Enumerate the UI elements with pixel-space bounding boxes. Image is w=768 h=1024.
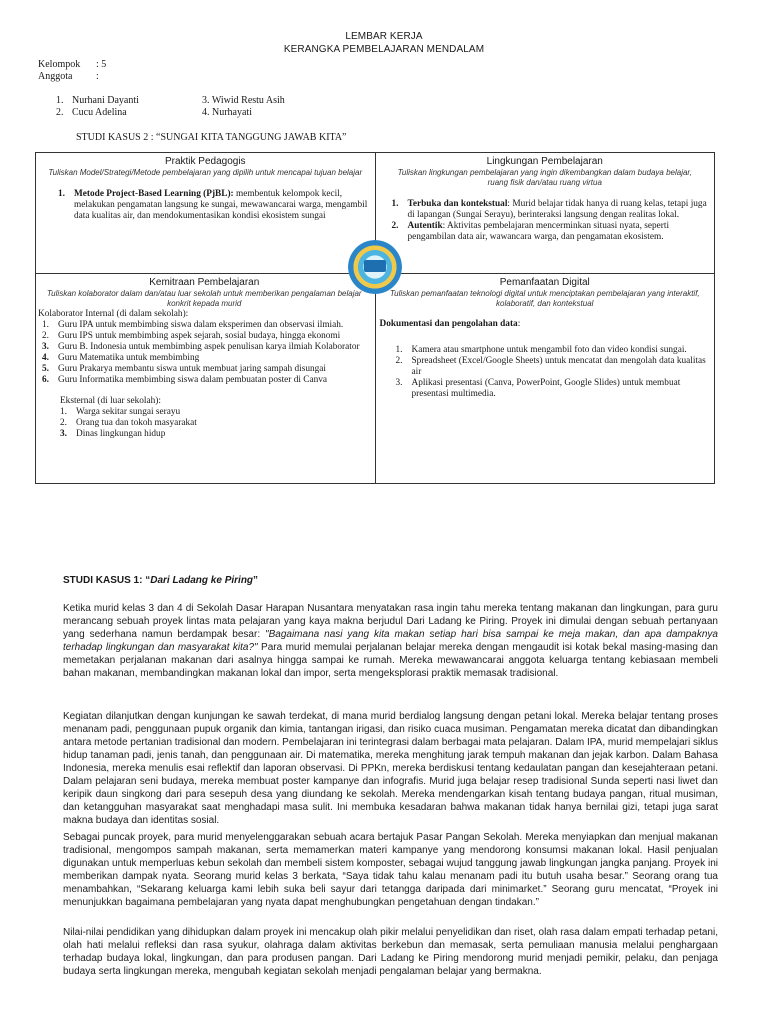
list-item: 1. Metode Project-Based Learning (PjBL): membentuk kelompok kecil, melakukan pengamatan langsung ke sungai, mewawancarai warga, mengambil data kualitas air, dan mendokumentasikan kondisi ekosistem sungai [58, 189, 368, 221]
lingkungan-title: Lingkungan Pembelajaran [486, 156, 603, 167]
kemitraan-hint: Tuliskan kolaborator dalam dan/atau luar sekolah untuk memberikan pengalaman belajar konkrit kepada murid [46, 289, 362, 308]
praktik-list [58, 189, 371, 222]
paragraph-1: Ketika murid kelas 3 dan 4 di Sekolah Dasar Harapan Nusantara menyatakan rasa ingin tahu mereka tentang makanan dan lingkungan, para guru merancang sebuah proyek lintas mata pelajaran yang kaya makna berjudul Dari Ladang ke Piring. Proyek ini dimulai dengan sebuah pertanyaan yang sederhana namun berdampak besar: "Bagaimana nasi yang kita makan setiap hari bisa sampai ke meja makan, dan apa dampaknya terhadap lingkungan dan masyarakat kita?" Para murid memulai perjalanan belajar mereka dengan mengaudit isi kotak bekal masing-masing dan memetakan perjalanan makanan dari asalnya hingga sampai ke rumah. Mereka mewawancarai anggota keluarga tentang kebiasaan membeli bahan makanan, membandingkan makanan lokal dan impor, serta mengeksplorasi praktik memasak tradisional. [63, 603, 718, 679]
pemanfaatan-digital-cell [375, 274, 715, 484]
praktik-pedagogis-cell [36, 153, 376, 274]
list-item: 4. Guru Matematika untuk membimbing [42, 353, 200, 363]
internal-list [42, 320, 371, 386]
school-logo-icon [348, 240, 402, 294]
paragraph-4: Nilai-nilai pendidikan yang dihidupkan dalam proyek ini mencakup olah pikir melalui penyelidikan dan riset, olah rasa dalam empati terhadap petani, olah hati melalui refleksi dan rasa syukur, olahraga dalam aktivitas berkebun dan memasak, serta pemuliaan manusia melalui penghargaan terhadap budaya lokal, lingkungan, dan para produsen pangan. Dari Ladang ke Piring mendorong murid menjadi pemikir, pelaku, dan penjaga budaya serta lingkungan mereka, mengubah kegiatan sekolah menjadi pengalaman belajar yang bermakna. [63, 927, 718, 977]
list-item: 1. Warga sekitar sungai serayu [60, 407, 181, 417]
lingkungan-pembelajaran-cell [375, 153, 715, 274]
praktik-hint: Tuliskan Model/Strategi/Metode pembelajaran yang dipilih untuk mencapai tujuan belajar [48, 168, 363, 177]
external-list [60, 407, 371, 440]
digital-label: Dokumentasi dan pengolahan data: [379, 319, 521, 329]
framework-table [35, 152, 715, 484]
digital-list [396, 345, 711, 400]
lingkungan-list [392, 199, 711, 243]
kemitraan-title: Kemitraan Pembelajaran [149, 277, 260, 288]
anggota-label: Anggota [38, 71, 73, 82]
list-item: 2. Autentik: Aktivitas pembelajaran mencerminkan situasi nyata, seperti pengambilan data air, wawancara warga, dan pengamatan ekosistem. [391, 221, 670, 242]
member-item: 3. Wiwid Restu Asih [202, 95, 285, 106]
kemitraan-pembelajaran-cell [36, 274, 376, 484]
list-item: 2. Orang tua dan tokoh masyarakat [60, 418, 197, 428]
external-label: Eksternal (di luar sekolah): [60, 396, 161, 406]
list-item: 3. Aplikasi presentasi (Canva, PowerPoint, Google Slides) untuk membuat presentasi multimedia. [395, 378, 681, 399]
member-item: 1. Nurhani Dayanti [56, 95, 139, 106]
kelompok-label: Kelompok [38, 59, 81, 70]
lingkungan-hint: Tuliskan lingkungan pembelajaran yang ingin dikembangkan dalam budaya belajar, ruang fisik dan/atau ruang virtua [397, 168, 692, 187]
kelompok-value: : 5 [96, 59, 107, 70]
paragraph-3: Sebagai puncak proyek, para murid menyelenggarakan sebuah acara bertajuk Pasar Pangan Sekolah. Mereka menyiapkan dan menjual makanan tradisional, mengompos sampah makanan, serta memamerkan materi kampanye yang mendorong konsumsi makanan lokal. Hasil penjualan digunakan untuk memperluas kebun sekolah dan membeli sistem komposter, sebagai wujud tanggung jawab lingkungan jangka panjang. Proyek ini memberikan dampak nyata. Seorang murid kelas 3 berkata, “Saya tidak tahu kalau menanam padi itu butuh usaha besar.” Seorang orang tua menambahkan, “Sekarang keluarga kami lebih suka beli sayur dari tetangga daripada dari minimarket.” Seorang guru mencatat, “Proyek ini menunjukkan bagaimana pembelajaran yang nyata dapat menghubungkan pengetahuan dengan tindakan.” [63, 832, 718, 908]
list-item: 3. Dinas lingkungan hidup [60, 429, 166, 439]
list-item: 1. Kamera atau smartphone untuk mengambil foto dan video kondisi sungai. [395, 345, 687, 355]
paragraph-2: Kegiatan dilanjutkan dengan kunjungan ke sawah terdekat, di mana murid berdialog langsung dengan petani lokal. Mereka belajar tentang proses menanam padi, penggunaan pupuk organik dan kimia, tantangan irigasi, dan risiko cuaca musiman. Pengamatan mereka dicatat dan dibandingkan antara metode pertanian tradisional dan modern. Pembelajaran ini terintegrasi dalam berbagai mata pelajaran. Dalam IPA, murid mempelajari siklus hidup tanaman padi, jenis tanah, dan penggunaan air. Di matematika, mereka menghitung jarak tempuh makanan dan jejak karbon. Dalam Bahasa Indonesia, mereka menulis esai reflektif dan laporan observasi. Di PPKn, mereka berdiskusi tentang kedaulatan pangan dan kesejahteraan petani. Dalam pelajaran seni budaya, mereka membuat poster kampanye dan infografis. Murid juga belajar resep tradisional Sunda seperti nasi liwet dan keripik daun singkong dari para sesepuh desa yang diundang ke sekolah. Mereka mendengarkan kisah tentang budaya pangan, ritual musiman, dan ketangguhan masyarakat saat menghadapi masa sulit. Ini membuka kesadaran bahwa makanan tidak hanya bernilai gizi, tetapi juga sarat makna budaya dan identitas sosial. [63, 711, 718, 826]
doc-title: LEMBAR KERJA [345, 31, 423, 42]
digital-hint: Tuliskan pemanfaatan teknologi digital untuk menciptakan pembelajaran yang interaktif, kolaboratif, dan kontekstual [389, 289, 700, 308]
member-item: 2. Cucu Adelina [56, 107, 127, 118]
internal-label: Kolaborator Internal (di dalam sekolah): [38, 309, 189, 319]
list-item: 6. Guru Informatika membimbing siswa dalam pembuatan poster di Canva [42, 375, 328, 385]
list-item: 5. Guru Prakarya membantu siswa untuk membuat jaring sampah disungai [42, 364, 327, 374]
list-item: 1. Terbuka dan kontekstual: Murid belajar tidak hanya di ruang kelas, tetapi juga di lapangan (Sungai Serayu), berinteraksi langsung dengan realitas lokal. [391, 199, 707, 220]
member-item: 4. Nurhayati [202, 107, 252, 118]
list-item: 2. Spreadsheet (Excel/Google Sheets) untuk mencatat dan mengolah data kualitas air [395, 356, 706, 377]
list-item: 1. Guru IPA untuk membimbing siswa dalam eksperimen dan observasi ilmiah. [42, 320, 344, 330]
anggota-value: : [96, 71, 99, 82]
praktik-title: Praktik Pedagogis [164, 156, 246, 167]
list-item: 2. Guru IPS untuk membimbing aspek sejarah, sosial budaya, hingga ekonomi [42, 331, 341, 341]
list-item: 3. Guru B. Indonesia untuk membimbing aspek penulisan karya ilmiah Kolaborator [42, 342, 360, 352]
members-left [56, 95, 139, 119]
members-right [202, 95, 285, 119]
studi-kasus-1-heading: STUDI KASUS 1: “Dari Ladang ke Piring” [63, 575, 259, 586]
doc-subtitle: KERANGKA PEMBELAJARAN MENDALAM [283, 44, 485, 55]
studi-kasus-2-heading: STUDI KASUS 2 : “SUNGAI KITA TANGGUNG JAWAB KITA” [76, 132, 347, 143]
digital-title: Pemanfaatan Digital [499, 277, 590, 288]
